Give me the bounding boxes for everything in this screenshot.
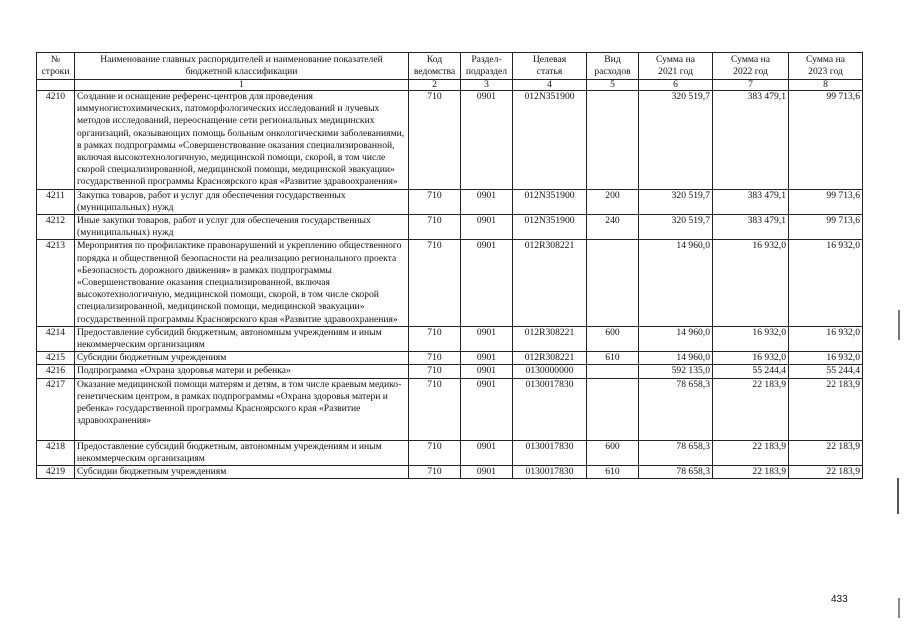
cell-indicator-name: Субсидии бюджетным учреждениям (75, 466, 409, 479)
cell-sum-2023: 16 932,0 (789, 240, 863, 326)
cell-sum-2021: 78 658,3 (639, 440, 713, 465)
cell-sum-2022: 22 183,9 (713, 378, 789, 440)
table-row (37, 352, 863, 365)
cell-department-code: 710 (409, 189, 461, 214)
table-row (37, 91, 863, 190)
cell-department-code: 710 (409, 365, 461, 378)
cell-sum-2022: 383 479,1 (713, 91, 789, 190)
cell-section-code: 0901 (461, 365, 513, 378)
header-sum-2022 (713, 53, 789, 80)
header-sum-2021 (639, 53, 713, 80)
cell-sum-2021: 320 519,7 (639, 215, 713, 240)
cell-target-article: 012N351900 (513, 91, 587, 190)
cell-row-number: 4213 (37, 240, 75, 326)
cell-section-code: 0901 (461, 326, 513, 351)
cell-sum-2022: 16 932,0 (713, 352, 789, 365)
cell-sum-2022: 22 183,9 (713, 466, 789, 479)
table-header-row (37, 53, 863, 80)
cell-sum-2022: 22 183,9 (713, 440, 789, 465)
header-sum-2023 (789, 53, 863, 80)
cell-sum-2023: 22 183,9 (789, 440, 863, 465)
cell-indicator-name: Мероприятия по профилактике правонарушений и укреплению общественного порядка и общественной безопасности на реализацию регионального проекта «Безопасность дорожного движения» в рамках подпрограммы «Совершенствование оказания специализированной, включая высокотехнологичную, медицинской помощи, скорой, в том числе скорой специализированной, медицинской помощи, медицинской эвакуации» государственной программы Красноярского края «Развитие здравоохранения» (75, 240, 409, 326)
cell-sum-2023: 16 932,0 (789, 352, 863, 365)
header-expense-type-text: Вид расходов (594, 54, 631, 77)
cell-sum-2023: 55 244,4 (789, 365, 863, 378)
cell-target-article: 012R308221 (513, 240, 587, 326)
cell-sum-2021: 320 519,7 (639, 91, 713, 190)
cell-target-article: 012N351900 (513, 215, 587, 240)
cell-target-article: 0130017830 (513, 466, 587, 479)
cell-expense-type: 610 (587, 466, 639, 479)
cell-expense-type: 600 (587, 326, 639, 351)
cell-sum-2022: 16 932,0 (713, 240, 789, 326)
cell-row-number: 4212 (37, 215, 75, 240)
cell-department-code: 710 (409, 326, 461, 351)
table-body (37, 91, 863, 479)
cell-sum-2021: 78 658,3 (639, 466, 713, 479)
cell-row-number: 4210 (37, 91, 75, 190)
header-sum-2022-text: Сумма на 2022 год (731, 54, 770, 77)
cell-section-code: 0901 (461, 378, 513, 440)
column-number: 5 (587, 80, 639, 91)
cell-expense-type: 610 (587, 352, 639, 365)
cell-department-code: 710 (409, 240, 461, 326)
cell-expense-type: 200 (587, 189, 639, 214)
column-number: 7 (713, 80, 789, 91)
cell-target-article: 012N351900 (513, 189, 587, 214)
cell-indicator-name: Создание и оснащение референс-центров для проведения иммуногистохимических, патоморфологических исследований и лучевых методов исследований, переоснащение сети региональных медицинских организаций, оказывающих помощь больным онкологическими заболеваниями, в рамках подпрограммы «Совершенствование оказания специализированной, включая высокотехнологичную, медицинской помощи, скорой, в том числе скорой специализированной, медицинской помощи, медицинской эвакуации» государственной программы Красноярского края «Развитие здравоохранения» (75, 91, 409, 190)
cell-row-number: 4216 (37, 365, 75, 378)
cell-sum-2023: 22 183,9 (789, 378, 863, 440)
cell-section-code: 0901 (461, 215, 513, 240)
cell-expense-type (587, 365, 639, 378)
cell-indicator-name: Оказание медицинской помощи матерям и детям, в том числе краевым медико-генетическим центром, в рамках подпрограммы «Охрана здоровья матери и ребенка» государственной программы Красноярского края «Развитие здравоохранения» (75, 378, 409, 440)
cell-sum-2023: 99 713,6 (789, 189, 863, 214)
budget-table (36, 52, 863, 479)
cell-row-number: 4217 (37, 378, 75, 440)
cell-sum-2023: 99 713,6 (789, 91, 863, 190)
cell-indicator-name: Субсидии бюджетным учреждениям (75, 352, 409, 365)
cell-department-code: 710 (409, 91, 461, 190)
cell-section-code: 0901 (461, 466, 513, 479)
cell-section-code: 0901 (461, 189, 513, 214)
cell-section-code: 0901 (461, 91, 513, 190)
cell-expense-type (587, 91, 639, 190)
header-section-text: Раздел- подраздел (465, 54, 508, 77)
cell-indicator-name: Закупка товаров, работ и услуг для обеспечения государственных (муниципальных) нужд (75, 189, 409, 214)
table-row (37, 378, 863, 440)
cell-expense-type (587, 378, 639, 440)
table-row (37, 466, 863, 479)
header-target-article-text: Целевая статья (532, 54, 567, 77)
cell-target-article: 0130017830 (513, 440, 587, 465)
header-expense-type (587, 53, 639, 80)
column-number: 3 (461, 80, 513, 91)
cell-department-code: 710 (409, 378, 461, 440)
cell-sum-2023: 16 932,0 (789, 326, 863, 351)
cell-sum-2021: 14 960,0 (639, 352, 713, 365)
cell-target-article: 012R308221 (513, 326, 587, 351)
cell-section-code: 0901 (461, 352, 513, 365)
cell-sum-2021: 592 135,0 (639, 365, 713, 378)
cell-target-article: 0130017830 (513, 378, 587, 440)
cell-row-number: 4218 (37, 440, 75, 465)
cell-indicator-name: Предоставление субсидий бюджетным, автономным учреждениям и иным некоммерческим организациям (75, 440, 409, 465)
cell-department-code: 710 (409, 440, 461, 465)
cell-department-code: 710 (409, 466, 461, 479)
cell-expense-type: 240 (587, 215, 639, 240)
table-row (37, 365, 863, 378)
cell-row-number: 4211 (37, 189, 75, 214)
header-department-code (409, 53, 461, 80)
column-number: 1 (75, 80, 409, 91)
cell-target-article: 0130000000 (513, 365, 587, 378)
scan-edge-mark (898, 598, 900, 618)
cell-section-code: 0901 (461, 240, 513, 326)
cell-sum-2021: 78 658,3 (639, 378, 713, 440)
cell-sum-2023: 99 713,6 (789, 215, 863, 240)
cell-sum-2021: 14 960,0 (639, 240, 713, 326)
column-number: 8 (789, 80, 863, 91)
cell-department-code: 710 (409, 352, 461, 365)
header-row-number-text: № строки (41, 54, 70, 77)
cell-sum-2022: 383 479,1 (713, 215, 789, 240)
cell-sum-2022: 55 244,4 (713, 365, 789, 378)
cell-row-number: 4214 (37, 326, 75, 351)
cell-sum-2021: 14 960,0 (639, 326, 713, 351)
table-row (37, 240, 863, 326)
cell-target-article: 012R308221 (513, 352, 587, 365)
table-row (37, 215, 863, 240)
column-number: 2 (409, 80, 461, 91)
header-name-text: Наименование главных распорядителей и наименование показателей бюджетной классификации (100, 54, 383, 77)
cell-department-code: 710 (409, 215, 461, 240)
table-row (37, 440, 863, 465)
table-row (37, 326, 863, 351)
cell-row-number: 4219 (37, 466, 75, 479)
header-sum-2021-text: Сумма на 2021 год (656, 54, 695, 77)
column-number: 4 (513, 80, 587, 91)
header-row-number (37, 53, 75, 80)
table-row (37, 189, 863, 214)
cell-sum-2023: 22 183,9 (789, 466, 863, 479)
column-number: 6 (639, 80, 713, 91)
cell-indicator-name: Иные закупки товаров, работ и услуг для обеспечения государственных (муниципальных) нужд (75, 215, 409, 240)
cell-expense-type (587, 240, 639, 326)
scan-edge-mark (897, 478, 899, 514)
header-name (75, 53, 409, 80)
header-section (461, 53, 513, 80)
scan-edge-mark (898, 310, 900, 340)
header-department-code-text: Код ведомства (413, 54, 456, 77)
column-number-row (37, 80, 863, 91)
cell-sum-2022: 16 932,0 (713, 326, 789, 351)
cell-row-number: 4215 (37, 352, 75, 365)
header-sum-2023-text: Сумма на 2023 год (806, 54, 845, 77)
cell-sum-2022: 383 479,1 (713, 189, 789, 214)
cell-expense-type: 600 (587, 440, 639, 465)
cell-indicator-name: Предоставление субсидий бюджетным, автономным учреждениям и иным некоммерческим организациям (75, 326, 409, 351)
page-number: 433 (831, 594, 848, 605)
header-target-article (513, 53, 587, 80)
column-number (37, 80, 75, 91)
cell-sum-2021: 320 519,7 (639, 189, 713, 214)
cell-section-code: 0901 (461, 440, 513, 465)
cell-indicator-name: Подпрограмма «Охрана здоровья матери и ребенка» (75, 365, 409, 378)
